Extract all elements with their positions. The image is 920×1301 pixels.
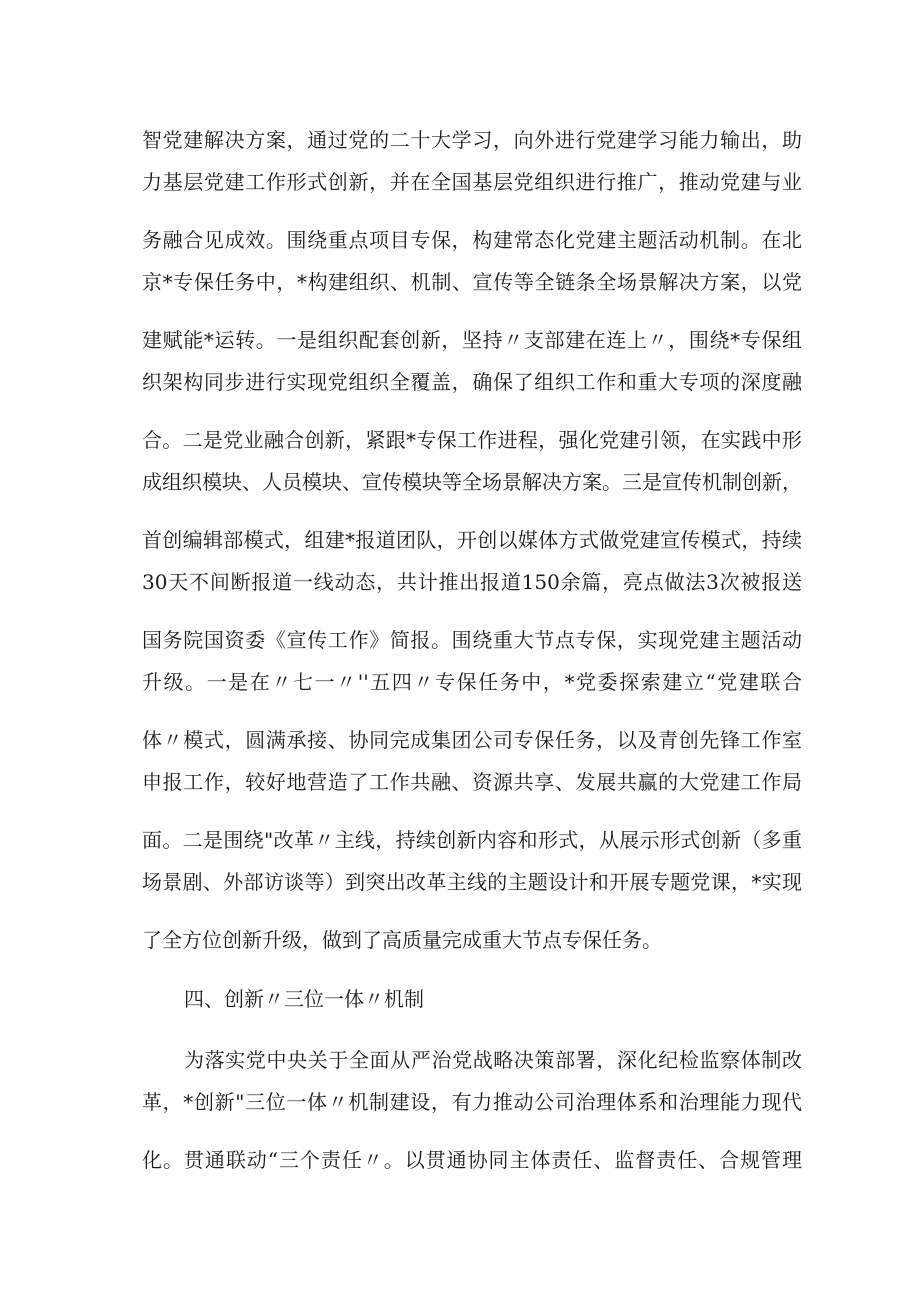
paragraph-line: 首创编辑部模式，组建*报道团队，开创以媒体方式做党建宣传模式，持续 — [142, 528, 802, 552]
section-heading: 四、创新〃三位一体〃机制 — [184, 987, 424, 1011]
paragraph-line: 为落实党中央关于全面从严治党战略决策部署，深化纪检监察体制改 — [184, 1048, 802, 1072]
paragraph-line: 了全方位创新升级，做到了高质量完成重大节点专保任务。 — [142, 928, 662, 952]
paragraph-line: 织架构同步进行实现党组织全覆盖，确保了组织工作和重大专项的深度融 — [142, 370, 802, 394]
paragraph-line: 力基层党建工作形式创新，并在全国基层党组织进行推广，推动党建与业 — [142, 170, 802, 194]
paragraph-line: 升级。一是在〃七一〃''五四〃专保任务中，*党委探索建立“党建联合 — [142, 670, 802, 694]
paragraph-line: 成组织模块、人员模块、宣传模块等全场景解决方案。三是宣传机制创新， — [142, 470, 802, 494]
paragraph-line: 智党建解决方案，通过党的二十大学习，向外进行党建学习能力输出，助 — [142, 128, 802, 152]
paragraph-line: 革，*创新"三位一体〃机制建设，有力推动公司治理体系和治理能力现代 — [142, 1090, 802, 1114]
paragraph-line: 建赋能*运转。一是组织配套创新，坚持〃支部建在连上〃，围绕*专保组 — [142, 328, 802, 352]
paragraph-line: 申报工作，较好地营造了工作共融、资源共享、发展共赢的大党建工作局 — [142, 770, 802, 794]
paragraph-line: 化。贯通联动“三个责任〃。以贯通协同主体责任、监督责任、合规管理 — [142, 1148, 802, 1172]
paragraph-line: 国务院国资委《宣传工作》简报。围绕重大节点专保，实现党建主题活动 — [142, 628, 802, 652]
paragraph-line: 京*专保任务中，*构建组织、机制、宣传等全链条全场景解决方案，以党 — [142, 270, 802, 294]
paragraph-line: 场景剧、外部访谈等）到突出改革主线的主题设计和开展专题党课，*实现 — [142, 870, 802, 894]
paragraph-line: 30天不间断报道一线动态，共计推出报道150余篇，亮点做法3次被报送 — [142, 570, 802, 594]
paragraph-line: 体〃模式，圆满承接、协同完成集团公司专保任务，以及青创先锋工作室 — [142, 728, 802, 752]
paragraph-line: 合。二是党业融合创新，紧跟*专保工作进程，强化党建引领，在实践中形 — [142, 428, 802, 452]
paragraph-line: 面。二是围绕"改革〃主线，持续创新内容和形式，从展示形式创新（多重 — [142, 828, 802, 852]
paragraph-line: 务融合见成效。围绕重点项目专保，构建常态化党建主题活动机制。在北 — [142, 228, 802, 252]
